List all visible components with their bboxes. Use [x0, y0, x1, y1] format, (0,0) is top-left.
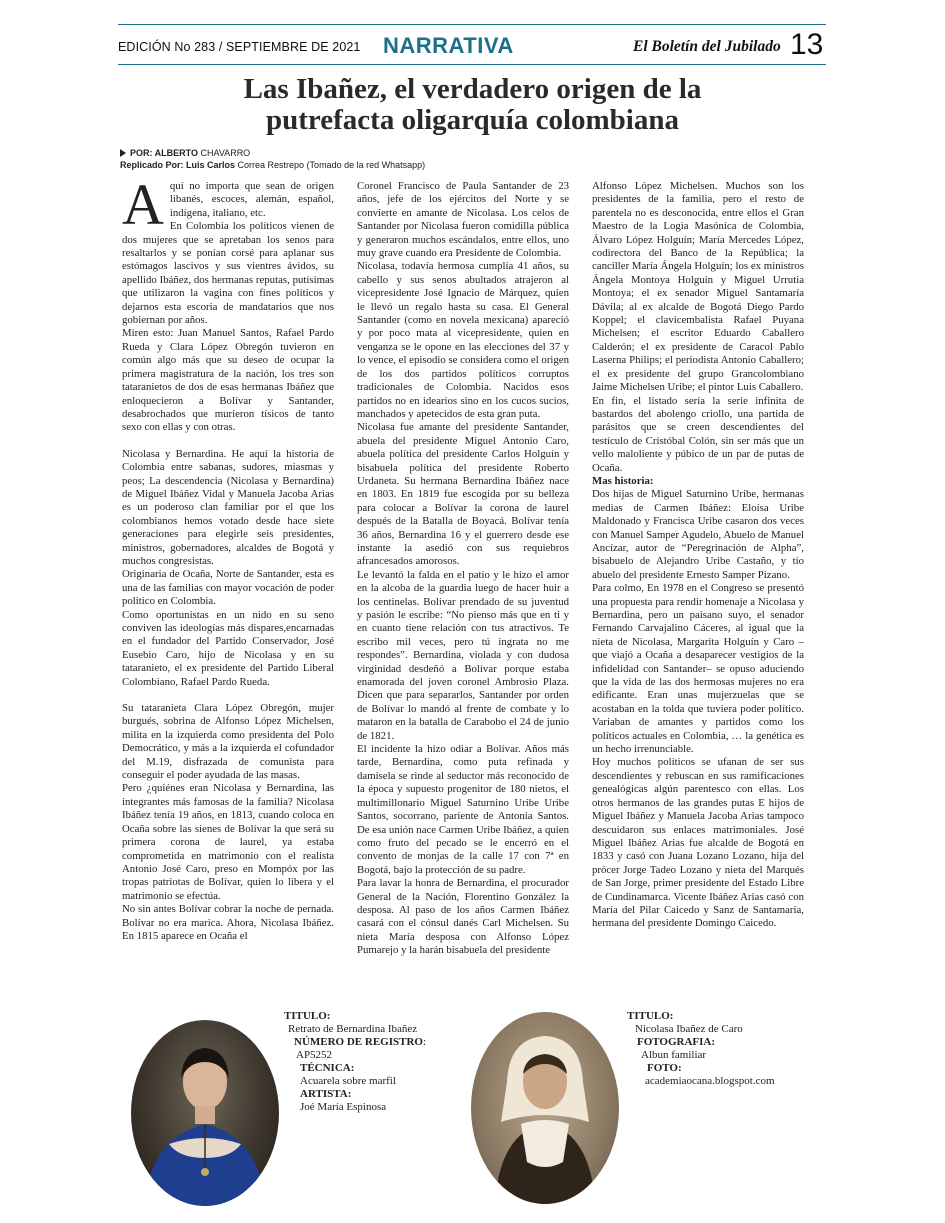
article-column-2	[357, 180, 569, 958]
drop-cap: A	[122, 172, 164, 237]
caption-right-title-value: Nicolasa Ibañez de Caro	[635, 1023, 743, 1035]
triangle-bullet-icon	[120, 149, 126, 157]
col3-paragraph: Para colmo, En 1978 en el Congreso se presentó una propuesta para rendir homenaje a Nicolasa y Bernardina, pero un paisano suyo, el senador Fernando Carvajalino Cáceres, al igual que la nieta de Nicolasa, Margarita Holguín y Caro – que viajó a Ocaña a desaparecer vestigios de la infidelidad con Santander– se opuso aduciendo que la vida de las dos hermosas mujeres no era edificante. Eran unas mujerzuelas que se acostaban en la tolda que tuviera poder político. Variaban de amantes y partidos como los políticos actuales en Colombia, … la genética es un hecho irrenunciable.	[592, 582, 804, 756]
caption-right-foto-label: FOTO:	[647, 1062, 682, 1074]
col1-paragraph: Nicolasa y Bernardina. He aquí la historia de Colombia entre sabanas, sudores, miasmas y peos; La descendencia (Nicolasa y Bernardina) de Miguel Ibáñez Vidal y Manuela Jacoba Arias es un poderoso clan familiar por el que los colombianos hemos votado desde hace siete generaciones para elegirle seis presidentes, ministros, gobernadores, alcaldes de Bogotá y muchos congresistas.	[122, 447, 334, 567]
caption-left-tech-value: Acuarela sobre marfil	[300, 1075, 396, 1087]
article-title-line-2: putrefacta oligarquía colombiana	[266, 104, 679, 136]
caption-left-reg-label: NÚMERO DE REGISTRO	[294, 1036, 423, 1048]
col1-paragraph: No sin antes Bolívar cobrar la noche de pernada. Bolívar no era marica. Ahora, Nicolasa Ibáñez. En 1815 aparece en Ocaña el	[122, 903, 334, 942]
paragraph-gap	[122, 689, 334, 702]
replicated-name: Correa Restrepo (Tomado de la red Whatsapp)	[235, 160, 426, 170]
caption-right-title-label: TITULO:	[627, 1010, 674, 1022]
article-column-1	[122, 172, 334, 943]
portrait-nicolasa-ibanez	[471, 1012, 619, 1204]
caption-left-tech-label: TÉCNICA:	[300, 1062, 355, 1074]
portrait-bernardina-ibanez	[131, 1020, 279, 1206]
caption-right-photo-value: Albun familiar	[641, 1049, 707, 1061]
col3-paragraph: Alfonso López Michelsen. Muchos son los presidentes de la familia, pero el resto de parentela no es desconocida, entre ellos el Gran Maestro de la Logia Masónica de Colombia, Álvaro López Holguín; María Mercedes López, codirectora del Banco de la República; la canciller María Ángela Holguín; los ex ministros Ángela Montoya Holguín y Miguel Urrutia Montoya; el ex senador Miguel Santamaría Dávila; al ex alcalde de Bogotá Diego Pardo Koppel; el clavicembalista Rafael Puyana Michelsen; el escritor Eduardo Caballero Calderón; el ex presidente de Caracol Pablo Laserna Philips; el periodista Antonio Caballero; el ex presidente del grupo Grancolombiano Jaime Michelsen Uribe; el pintor Luis Caballero.	[592, 180, 804, 394]
article-title	[140, 74, 805, 136]
author-line	[120, 147, 425, 159]
col3-paragraph: Hoy muchos políticos se ufanan de ser sus descendientes y rebuscan en sus ramificaciones genealógicas algún parentesco con ellas. Los otros hermanos de las grandes putas E hijos de Miguel Ibáñez y Manuela Jacoba Arias tampoco descuidaron sus enlaces matrimoniales. José Miguel Ibáñez Arias fue alcalde de Bogotá en 1833 y casó con Juana Lozano Lozano, hija del prócer Jorge Tadeo Lozano y nieta del Marqués de San Jorge, primer presidente del Estado Libre de Cundinamarca. Vicente Ibáñez Arias casó con María del Pilar Caicedo y Sanz de Santamaría, hermana del presidente Domingo Caicedo.	[592, 756, 804, 930]
caption-right-foto-value: academiaocana.blogspot.com	[645, 1075, 775, 1087]
byline	[120, 147, 425, 171]
replicated-label: Replicado Por: Luis Carlos	[120, 160, 236, 170]
article-column-3	[592, 180, 804, 931]
col1-paragraph: Pero ¿quiénes eran Nicolasa y Bernardina, las integrantes más famosas de la familia? Nicolasa Ibáñez tenía 19 años, en 1813, cuando coloca en Ocaña sobre las sienes de Bolívar la que será su primera corona de laurel, ya estaba comprometida en matrimonio con el realista Antonio José Caro, preso en Mompóx por las tropas patriotas de Bolívar, quien lo libera y el matrimonio se efectúa.	[122, 782, 334, 902]
col2-paragraph: Le levantó la falda en el patio y le hizo el amor en la alcoba de la guardia luego de hacer huir a los centinelas. Bolívar prendado de su juventud y pasión le escribe: “No pienso más que en ti y en cuanto tiene relación con tus atractivos. Te escribo mil veces, pero tú ingrata no me respondes”. Bernardina, violada y con dudosa virginidad desdeñó a Bolívar porque estaba enamorada del joven coronel Ambrosio Plaza. Dicen que para separarlos, Santander por orden de Bolívar lo mandó al frente de combate y lo mataron en la batalla de Carabobo el 24 de junio de 1821.	[357, 568, 569, 742]
replicated-line	[120, 159, 425, 171]
caption-left-artist-value: Joé María Espinosa	[300, 1101, 387, 1113]
col3-paragraph: Dos hijas de Miguel Saturnino Uribe, hermanas medias de Carmen Ibáñez: Eloísa Uribe Maldonado y Francisca Uribe casaron dos veces con Manuel Samper Agudelo, Abuelo de Manuel Ancízar, autor de “Peregrinación de Alpha”, bisabuelo de Alejandro Uribe Castaño, y tío abuelo del presidente Ernesto Samper Pizano.	[592, 488, 804, 581]
col2-paragraph: Coronel Francisco de Paula Santander de 23 años, jefe de los ejércitos del Norte y se convierte en amante de Nicolasa. Los celos de Santander por Nicolasa fueron comidilla pública y generaron muchos escándalos, entre ellos, uno muy grave cuando era Presidente de Colombia.	[357, 180, 569, 260]
publication-name: El Boletín del Jubilado	[633, 38, 781, 55]
col1-paragraph: quí no importa que sean de origen libanés, escoces, alemán, español, indígena, italiano, etc.	[169, 180, 334, 219]
page-number: 13	[790, 28, 824, 61]
col1-paragraph: En Colombia los políticos vienen de dos mujeres que se apretaban los senos para resaltarlos y se ponían corsé para aplanar sus estómagos lascivos y sus vientres ávidos, su apellido Ibáñez, dos hermanas reputas, putísimas que utilizaron la vagina con fines políticos y dejarnos esta escoria de mandatarios que nos gobiernan por años.	[122, 220, 334, 327]
header-bottom-rule	[118, 64, 826, 65]
caption-left-reg-value: AP5252	[296, 1049, 333, 1061]
caption-right	[627, 1010, 775, 1088]
col2-paragraph: El incidente la hizo odiar a Bolívar. Años más tarde, Bernardina, como puta refinada y damisela se rinde al seductor más reconocido de la época y supuesto progenitor de 180 nietos, el multimillonario Miguel Saturnino Uribe Uribe Santos, socorrano, pariente de Antonia Santos. De esa unión nace Carmen Uribe Ibáñez, a quien como fruto del pecado se le encerró en el convento de monjas de la calle 17 con 7ª en Bogotá, bajo la protección de su padre.	[357, 743, 569, 876]
caption-left-title-value: Retrato de Bernardina Ibañez	[288, 1023, 418, 1035]
article-title-line-1: Las Ibañez, el verdadero origen de la	[243, 73, 702, 105]
paragraph-gap	[122, 435, 334, 448]
col1-paragraph: Originaria de Ocaña, Norte de Santander, esta es una de las familias con mayor vocación de poder político en Colombia.	[122, 568, 334, 608]
col1-paragraph: Como oportunistas en un nido en su seno conviven las ideologías más dispares,encarnadas en el fundador del Partido Conservador, José Eusebio Caro, hijo de Nicolasa y en su tataranieto, el ex presidente del Partido Liberal Colombiano, Rafael Pardo Rueda.	[122, 608, 334, 688]
caption-left-title-label: TITULO:	[284, 1010, 331, 1022]
edition-label: EDICIÓN No 283 / SEPTIEMBRE DE 2021	[118, 40, 361, 54]
caption-left-artist-label: ARTISTA:	[300, 1088, 352, 1100]
col3-paragraph: Mas historia:	[592, 474, 654, 487]
author-label: POR: ALBERTO	[130, 148, 199, 158]
author-name: CHAVARRO	[198, 148, 251, 158]
col1-paragraph: Miren esto: Juan Manuel Santos, Rafael Pardo Rueda y Clara López Obregón tuvieron en común algo más que su deseo de ocupar la primera magistratura de la nación, los tres son tataranietos de dos de esas hermanas Ibáñez que enloquecieron a Bolívar y Santander, desabrochados que murieron tísicos de tanto sexo con ellas y con otras.	[122, 327, 334, 434]
portrait-bernardina-image	[131, 1020, 279, 1206]
caption-left: TITULO: Retrato de Bernardina Ibañez NÚMERO DE REGISTRO: AP5252 TÉCNICA: Acuarela sobre marfil ARTISTA: Joé María Espinosa	[284, 1010, 427, 1113]
col2-paragraph: Para lavar la honra de Bernardina, el procurador General de la Nación, Florentino González la desposa. Al paso de los años Carmen Ibáñez casará con el cónsul danés Carl Michelsen. Su nieta María desposa con Alfonso López Pumarejo y la harán bisabuela del presidente	[357, 877, 569, 957]
col1-paragraph: Su tataranieta Clara López Obregón, mujer burgués, sobrina de Alfonso López Michelsen, milita en la izquierda como presidenta del Polo Democrático, y más a la izquierda el cofundador del M.19, disfrazada de comunista para conseguir el poder ayudada de las masas.	[122, 702, 334, 782]
portrait-nicolasa-image	[471, 1012, 619, 1204]
caption-right-photo-label: FOTOGRAFIA:	[637, 1036, 716, 1048]
col2-paragraph: Nicolasa fue amante del presidente Santander, abuela del presidente Miguel Antonio Caro, abuela política del presidente Carlos Holguín y bisabuela política del presidente Roberto Urdaneta. Su hermana Bernardina Ibáñez nace en 1803. En 1819 fue escogida por su belleza para colocar a Bolívar la corona de laurel después de la Batalla de Boyacá. Bolívar tenía 36 años, Bernardina 16 y el guerrero desde ese instante la asedió con sus requiebros afrancesados amorosos.	[357, 421, 569, 568]
header-top-rule	[118, 24, 826, 25]
col2-paragraph: Nicolasa, todavía hermosa cumplía 41 años, su cabello y sus senos abultados atrajeron al vicepresidente José Ignacio de Márquez, quien le llevó un regalo hasta su casa. El General Santander (como en novela mexicana) apareció y por poco mata al vicepresidente, quien en venganza se le opone en las elecciones del 37 y lo vence, el episodio se considera como el origen de los dos partidos políticos corruptos tradicionales de Colombia. Nacidos esos partidos no en idearios sino en los cucos sucios, manchados y apetecidos de esta gran puta.	[357, 260, 569, 420]
section-title: NARRATIVA	[383, 33, 514, 58]
col3-paragraph: En fin, el listado sería la serie infinita de bastardos del abolengo criollo, una partida de parásitos que se creen descendientes del testículo de Cristóbal Colón, sin ser más que un vello maloliente y púbico de un par de putas de Ocaña.	[592, 394, 804, 474]
